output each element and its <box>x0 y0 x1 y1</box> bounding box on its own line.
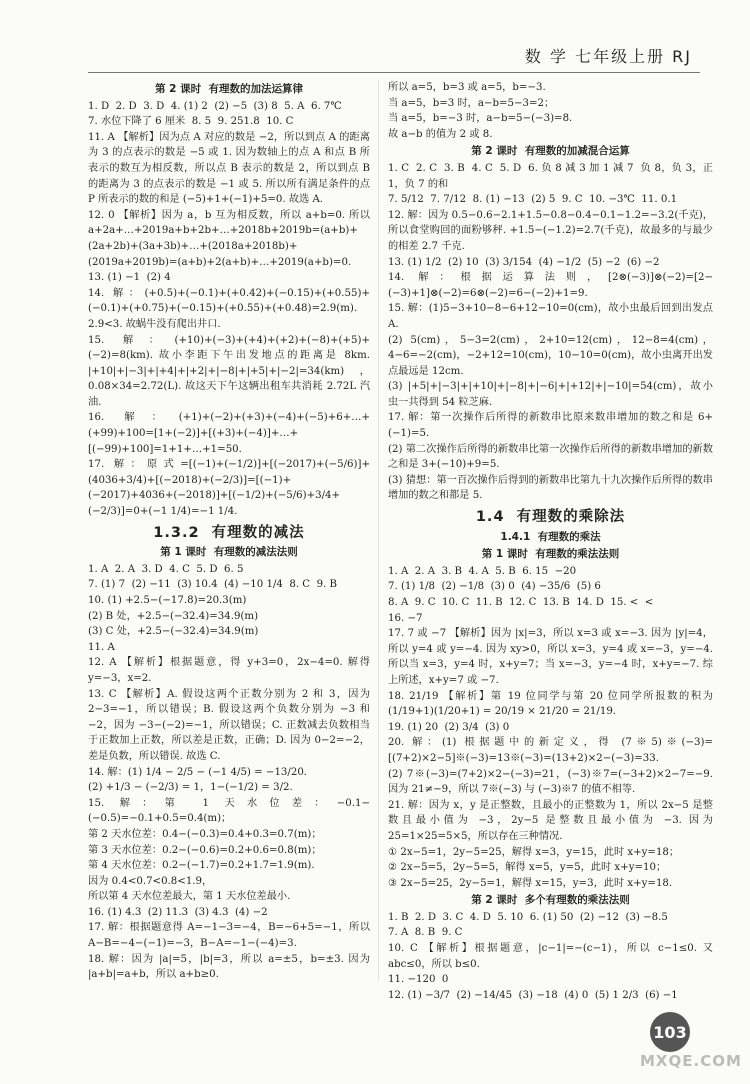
right-heading: 第 2 课时 多个有理数的乘法法则 <box>471 894 630 907</box>
right-paragraph: 20. 解：(1) 根据题中的新定义，得 (7※5)※(−3)=[(7+2)×2−5]※(−3)=13※(−3)=(13+2)×2−(−3)=33. (2) 7※(−3)=(7+2)×2−(−3)=21，(−3)※7=(−3+2)×2−7=−9. 因为 21≠−9，所以 7※(−3) 与 (−3)※7 的值不相等. <box>388 737 713 796</box>
page-number: 103 <box>650 1012 690 1052</box>
right-paragraph: 17. 解：第一次操作后所得的新数串比原来数串增加的数之和是 6+(−1)=5. (2) 第二次操作后所得的新数串比第一次操作后所得的新数串增加的新数之和是 3+(−10)+9=5. (3) 猜想：第一百次操作后得到的新数串比第九十九次操作后所得的数串增加的数之和都是 5. <box>388 412 713 502</box>
left-heading: 1.3.2 有理数的减法 <box>153 524 305 541</box>
left-paragraph: 11. A <box>88 641 115 653</box>
left-paragraph: 17. 解：根据题意得 A=−1−3=−4，B=−6+5=−1，所以 A−B=−4−(−1)=−3，B−A=−1−(−4)=3. <box>88 922 374 950</box>
right-paragraph: 1. C 2. C 3. B 4. C 5. D 6. 负 8 减 3 加 1 减 7 负 8，负 3，正 1，负 7 的和 <box>388 162 717 190</box>
left-paragraph: 1. A 2. A 3. D 4. C 5. D 6. 5 <box>88 563 244 575</box>
right-heading: 第 1 课时 有理数的乘法法则 <box>481 548 620 561</box>
left-paragraph: 16. 解：(+1)+(−2)+(+3)+(−4)+(−5)+6+…+(+99)+100=[1+(−2)]+[(+3)+(−4)]+…+[(−99)+100]=1+1+…+1=50. <box>88 412 370 455</box>
right-paragraph: 1. A 2. A 3. B 4. A 5. B 6. 15 −20 <box>388 565 577 577</box>
right-paragraph: 18. 21/19 【解析】第 19 位同学与第 20 位同学所报数的积为 (1/19+1)(1/20+1) = 20/19 × 21/20 = 21/19. <box>388 690 717 718</box>
right-paragraph: 16. −7 <box>388 612 423 624</box>
right-paragraph: 7. 5/12 7. 7/12 8. (1) −13 (2) 5 9. C 10. −3℃ 11. 0.1 <box>388 194 678 206</box>
right-heading: 1.4 有理数的乘除法 <box>475 509 626 526</box>
left-column <box>88 80 374 983</box>
left-paragraph: 14. 解：(+0.5)+(−0.1)+(+0.42)+(−0.15)+(+0.55)+(−0.1)+(+0.75)+(−0.15)+(+0.55)+(+0.48)=2.9(m). 2.9<3. 故蜗牛没有爬出井口. <box>88 287 370 330</box>
right-paragraph: 12. (1) −3/7 (2) −14/45 (3) −18 (4) 0 (5) 1 2/3 (6) −1 <box>388 989 678 1001</box>
left-heading: 第 1 课时 有理数的减法法则 <box>160 546 298 559</box>
left-paragraph: 18. 解：因为 |a|=5，|b|=3，所以 a=±5，b=±3. 因为 |a+b|=a+b，所以 a+b≥0. <box>88 953 374 981</box>
left-paragraph: 10. (1) +2.5−(−17.8)=20.3(m) (2) B 处，+2.5−(−32.4)=34.9(m) (3) C 处，+2.5−(−32.4)=34.9(m) <box>88 595 259 638</box>
right-paragraph: 12. 解：因为 0.5−0.6−2.1+1.5−0.8−0.4−0.1−1.2=−3.2(千克)，所以食堂购回的面粉够秤. +1.5−(−1.2)=2.7(千克)，故最多的与最少的相差 2.7 千克. <box>388 209 713 252</box>
left-paragraph: 17. 解：原式=[(−1)+(−1/2)]+[(−2017)+(−5/6)]+(4036+3/4)+[(−2018)+(−2/3)]=[(−1)+(−2017)+4036+(−2018)]+[(−1/2)+(−5/6)+3/4+(−2/3)]=0+(−1 1/4)=−1 1/4. <box>88 459 370 518</box>
right-paragraph: 19. (1) 20 (2) 3/4 (3) 0 <box>388 721 510 733</box>
right-paragraph: 15. 解：(1)5−3+10−8−6+12−10=0(cm)，故小虫最后回到出发点 A. (2) 5(cm)，5−3=2(cm)，2+10=12(cm)，12−8=4(cm)，4−6=−2(cm)，−2+12=10(cm)，10−10=0(cm)，故小虫离开出发点最远是 12cm. (3) |+5|+|−3|+|+10|+|−8|+|−6|+|+12|+|−10|=54(cm)，故小虫一共得到 54 粒芝麻. <box>388 303 713 408</box>
left-paragraph: 15. 解：(+10)+(−3)+(+4)+(+2)+(−8)+(+5)+(−2)=8(km). 故小李距下午出发地点的距离是 8km. |+10|+|−3|+|+4|+|+2|+|−8|+|+5|+|−2|=34(km)，0.08×34=2.72(L). 故这天下午这辆出租车共消耗 2.72L 汽油. <box>88 334 374 408</box>
right-heading: 第 2 课时 有理数的加减混合运算 <box>471 145 630 158</box>
right-heading: 1.4.1 有理数的乘法 <box>500 530 601 543</box>
left-paragraph: 12. 0 【解析】因为 a，b 互为相反数，所以 a+b=0. 所以 a+2a+…+2019a+b+2b+…+2018b+2019b=(a+b)+(2a+2b)+(3a+3b)+…+(2018a+2018b)+(2019a+2019b)=(a+b)+2(a+b)+…+2019(a+b)=0. <box>88 209 374 268</box>
left-paragraph: 7. 水位下降了 6 厘米 8. 5 9. 251.8 10. C <box>88 116 294 128</box>
column-divider <box>378 80 379 980</box>
right-paragraph: 17. 7 或 −7 【解析】因为 |x|=3，所以 x=3 或 x=−3. 因为 |y|=4，所以 y=4 或 y=−4. 因为 xy>0，所以 x=3，y=4 或 x=−3，y=−4. 所以当 x=3，y=4 时，x+y=7；当 x=−3，y=−4 时，x+y=−7. 综上所述，x+y=7 或 −7. <box>388 628 717 686</box>
left-paragraph: 1. D 2. D 3. D 4. (1) 2 (2) −5 (3) 8 5. A 6. 7℃ <box>88 100 342 112</box>
right-paragraph: 8. A 9. C 10. C 11. B 12. C 13. B 14. D 15. < < <box>388 597 654 608</box>
left-paragraph: 11. A 【解析】因为点 A 对应的数是 −2，所以到点 A 的距离为 3 的点表示的数是 −5 或 1. 因为数轴上的点 A 和点 B 所表示的数互为相反数，所以点 B 表示的数是 2，所以到点 B 的距离为 3 的点表示的数是 −1 或 5. 所以所有满足条件的点 P 所表示的数的和是 (−5)+1+(−1)+5=0. 故选 A. <box>88 131 374 206</box>
header-rule <box>88 72 700 73</box>
left-paragraph: 12. A 【解析】根据题意，得 y+3=0，2x−4=0. 解得 y=−3，x=2. <box>88 657 374 684</box>
left-paragraph: 15. 解：第 1 天水位差：−0.1−(−0.5)=−0.1+0.5=0.4(m)； 第 2 天水位差：0.4−(−0.3)=0.4+0.3=0.7(m)； 第 3 天水位差：0.2−(−0.6)=0.2+0.6=0.8(m)； 第 4 天水位差：0.2−(−1.7)=0.2+1.7=1.9(m). 因为 0.4<0.7<0.8<1.9， 所以第 4 天水位差最大，第 1 天水位差最小. <box>88 797 370 903</box>
right-paragraph: 11. −120 0 <box>388 974 449 986</box>
left-paragraph: 13. C 【解析】A. 假设这两个正数分别为 2 和 3，因为 2−3=−1，所以错误；B. 假设这两个负数分别为 −3 和 −2，因为 −3−(−2)=−1，所以错误；C. 正数减去负数相当于正数加上正数，所以差是正数，正确；D. 因为 0−2=−2，差是负数，所以错误. 故选 C. <box>88 688 374 762</box>
right-paragraph: 7. A 8. B 9. C <box>388 927 463 939</box>
right-column <box>388 80 717 1003</box>
right-paragraph: 所以 a=5，b=3 或 a=5，b=−3. 当 a=5，b=3 时，a−b=5−3=2； 当 a=5，b=−3 时，a−b=5−(−3)=8. 故 a−b 的值为 2 或 8. <box>388 82 573 140</box>
left-paragraph: 14. 解：(1) 1/4 − 2/5 − (−1 4/5) = −13/20. (2) +1/3 − (−2/3) = 1，1−(−1/2) = 3/2. <box>88 766 308 794</box>
left-paragraph: 13. (1) −1 (2) 4 <box>88 272 171 284</box>
right-paragraph: 13. (1) 1/2 (2) 10 (3) 3/154 (4) −1/2 (5) −2 (6) −2 <box>388 256 660 268</box>
watermark: MXQE.COM <box>640 1052 742 1070</box>
right-paragraph: 14. 解：根据运算法则，[2⊗(−3)]⊗(−2)=[2−(−3)+1]⊗(−2)=6⊗(−2)=6−(−2)+1=9. <box>388 272 713 299</box>
right-paragraph: 21. 解：因为 x，y 是正整数，且最小的正整数为 1，所以 2x−5 是整数且最小值为 −3，2y−5 是整数且最小值为 −3. 因为 25=1×25=5×5，所以存在三种情况. ① 2x−5=1，2y−5=25，解得 x=3，y=15，此时 x+y=18； ② 2x−5=5，2y−5=5，解得 x=5，y=5，此时 x+y=10； ③ 2x−5=25，2y−5=1，解得 x=15，y=3，此时 x+y=18. <box>388 799 713 889</box>
page-header: 数 学 七年级上册 RJ <box>524 47 692 66</box>
left-paragraph: 7. (1) 7 (2) −11 (3) 10.4 (4) −10 1/4 8. C 9. B <box>88 579 338 591</box>
left-paragraph: 16. (1) 4.3 (2) 11.3 (3) 4.3 (4) −2 <box>88 906 268 918</box>
right-paragraph: 7. (1) 1/8 (2) −1/8 (3) 0 (4) −35/6 (5) 6 <box>388 581 601 593</box>
left-heading: 第 2 课时 有理数的加法运算律 <box>155 83 303 95</box>
right-paragraph: 1. B 2. D 3. C 4. D 5. 10 6. (1) 50 (2) −12 (3) −8.5 <box>388 911 668 923</box>
right-paragraph: 10. C 【解析】根据题意，|c−1|=−(c−1)，所以 c−1≤0. 又 abc≤0，所以 b≤0. <box>388 943 717 970</box>
